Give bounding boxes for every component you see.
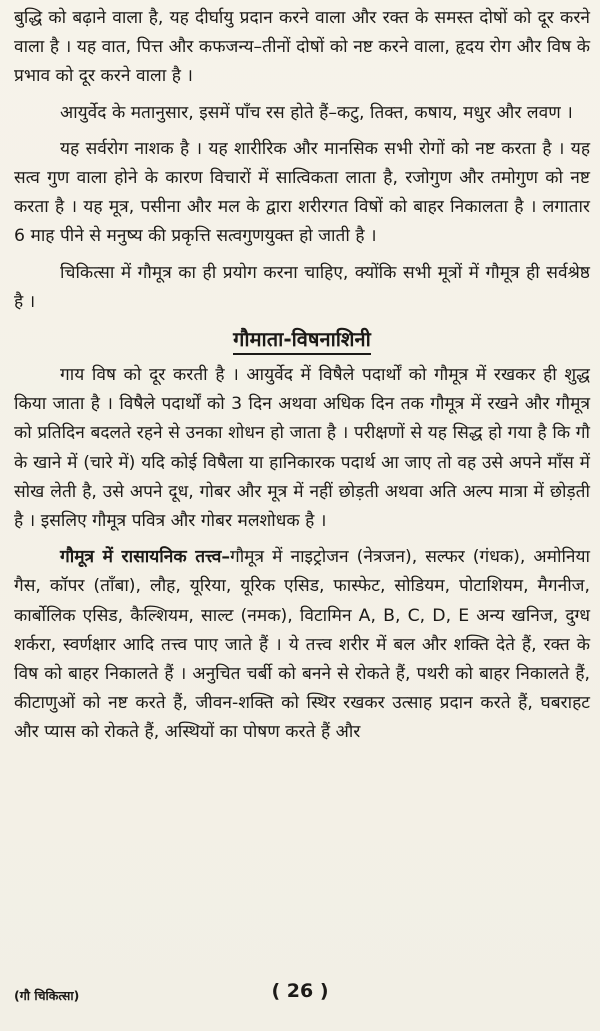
paragraph-2: आयुर्वेद के मतानुसार, इसमें पाँच रस होते हैं–कटु, तिक्त, कषाय, मधुर और लवण । <box>60 102 573 123</box>
page-body <box>14 4 590 755</box>
paragraph-6 <box>14 543 590 747</box>
paragraph-6-text: गौमूत्र में नाइट्रोजन (नेत्रजन), सल्फर (गंधक), अमोनिया गैस, कॉपर (ताँबा), लौह, यूरिया, यूरिक एसिड, फास्फेट, सोडियम, पोटाशियम, मैगनीज, कार्बोलिक एसिड, कैल्शियम, साल्ट (नमक), विटामिन A, B, C, D, E अन्य खनिज, दुग्ध शर्करा, स्वर्णक्षार आदि तत्त्व पाए जाते हैं । ये तत्त्व शरीर में बल और शक्ति देते हैं, रक्त के विष को बाहर निकालते हैं । अनुचित चर्बी को बनने से रोकते हैं, पथरी को बाहर निकालते हैं, कीटाणुओं को नष्ट करते हैं, जीवन-शक्ति को स्थिर रखकर उत्साह प्रदान करते हैं, घबराहट और प्यास को रोकते हैं, अस्थियों का पोषण करते हैं और <box>14 547 591 743</box>
paragraph-3: यह सर्वरोग नाशक है । यह शारीरिक और मानसिक सभी रोगों को नष्ट करता है । यह सत्व गुण वाला होने के कारण विचारों में सात्विकता लाता है, रजोगुण और तमोगुण को नष्ट करता है । यह मूत्र, पसीना और मल के द्वारा शरीरगत विषों को बाहर निकालता है । लगातार 6 माह पीने से मनुष्य की प्रकृत्ति सत्वगुणयुक्त हो जाती है । <box>14 138 590 247</box>
section-heading-text: गौमाता-विषनाशिनी <box>233 327 371 355</box>
book-title-footer: (गौ चिकित्सा) <box>14 988 80 1003</box>
paragraph-1: बुद्धि को बढ़ाने वाला है, यह दीर्घायु प्रदान करने वाला और रक्त के समस्त दोषों को दूर करने वाला है । यह वात, पित्त और कफजन्य–तीनों दोषों को नष्ट करने वाला, हृदय रोग और विष के प्रभाव को दूर करने वाला है । <box>14 8 590 87</box>
section-heading <box>14 324 590 355</box>
page-number: ( 26 ) <box>271 980 329 1002</box>
paragraph-5: गाय विष को दूर करती है । आयुर्वेद में विषैले पदार्थों को गौमूत्र में रखकर ही शुद्ध किया जाता है । विषैले पदार्थों को 3 दिन अथवा अधिक दिन तक गौमूत्र में रखने और गौमूत्र को प्रतिदिन बदलते रहने से उनका शोधन हो जाता है । परीक्षणों से यह सिद्ध हो गया है कि गौ के खाने में (चारे में) यदि कोई विषैला या हानिकारक पदार्थ आ जाए तो वह उसे अपने माँस में सोख लेती है, उसे अपने दूध, गोबर और मूत्र में नहीं छोड़ती अथवा अति अल्प मात्रा में छोड़ती है । इसलिए गौमूत्र पवित्र और गोबर मलशोधक है । <box>14 365 590 532</box>
paragraph-6-lead: गौमूत्र में रासायनिक तत्त्व– <box>60 547 230 568</box>
paragraph-4: चिकित्सा में गौमूत्र का ही प्रयोग करना चाहिए, क्योंकि सभी मूत्रों में गौमूत्र ही सर्वश्रेष्ठ है । <box>14 262 590 312</box>
